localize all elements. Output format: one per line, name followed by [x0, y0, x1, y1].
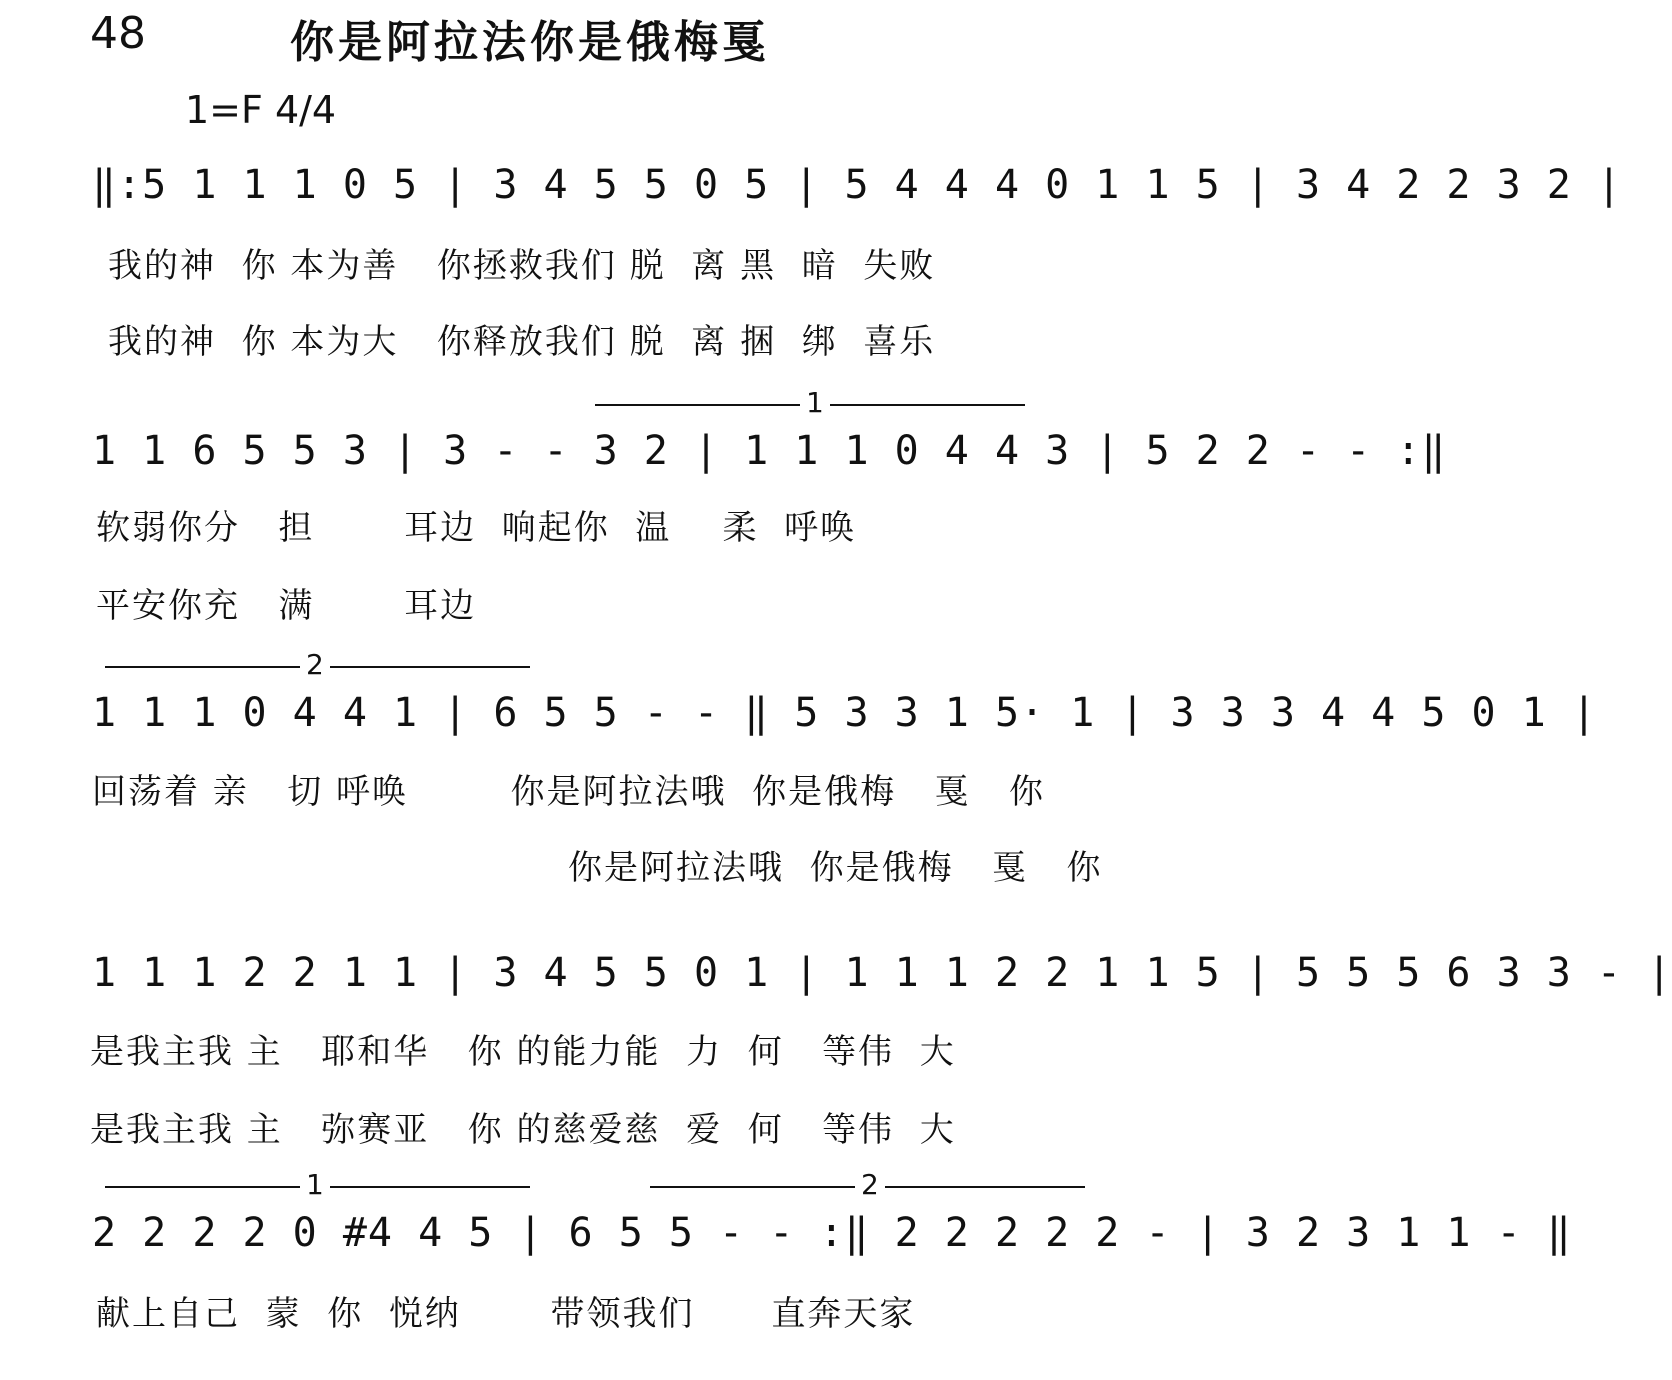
lyric-line-3b: 你是阿拉法哦 你是俄梅 戛 你 [568, 848, 1103, 888]
lyric-line-1b: 我的神 你 本为大 你释放我们 脱 离 捆 绑 喜乐 [108, 322, 936, 362]
lyric-line-4a: 是我主我 主 耶和华 你 的能力能 力 何 等伟 大 [90, 1032, 956, 1072]
notation-line-1: ‖:5 1 1 1 0 5 | 3 4 5 5 0 5 | 5 4 4 4 0 1 1 5 | 3 4 2 2 3 2 | [92, 162, 1623, 208]
lyric-line-2b: 平安你充 满 耳边 [96, 586, 477, 626]
lyric-line-5a: 献上自己 蒙 你 悦纳 带领我们 直奔天家 [96, 1294, 916, 1334]
volta-number-1: 1 [800, 386, 830, 419]
lyric-line-1a: 我的神 你 本为善 你拯救我们 脱 离 黑 暗 失败 [108, 246, 936, 286]
key-signature: 1=F 4/4 [185, 88, 337, 132]
page-number: 48 [90, 8, 146, 59]
lyric-line-3a: 回荡着 亲 切 呼唤 你是阿拉法哦 你是俄梅 戛 你 [92, 772, 1045, 812]
lyric-line-4b: 是我主我 主 弥赛亚 你 的慈爱慈 爱 何 等伟 大 [90, 1110, 956, 1150]
notation-line-5: 2 2 2 2 0 #4 4 5 | 6 5 5 - - :‖ 2 2 2 2 2 - | 3 2 3 1 1 - ‖ [92, 1210, 1572, 1256]
notation-line-3: 1 1 1 0 4 4 1 | 6 5 5 - - ‖ 5 3 3 1 5· 1 | 3 3 3 4 4 5 0 1 | [92, 690, 1597, 736]
notation-line-4: 1 1 1 2 2 1 1 | 3 4 5 5 0 1 | 1 1 1 2 2 1 1 5 | 5 5 5 6 3 3 - | [92, 950, 1672, 996]
notation-line-2: 1 1 6 5 5 3 | 3 - - 3 2 | 1 1 1 0 4 4 3 | 5 2 2 - - :‖ [92, 428, 1447, 474]
volta-number-4: 2 [855, 1168, 885, 1201]
volta-number-3: 1 [300, 1168, 330, 1201]
volta-number-2: 2 [300, 648, 330, 681]
song-title: 你是阿拉法你是俄梅戛 [290, 17, 770, 68]
lyric-line-2a: 软弱你分 担 耳边 响起你 温 柔 呼唤 [96, 508, 857, 548]
